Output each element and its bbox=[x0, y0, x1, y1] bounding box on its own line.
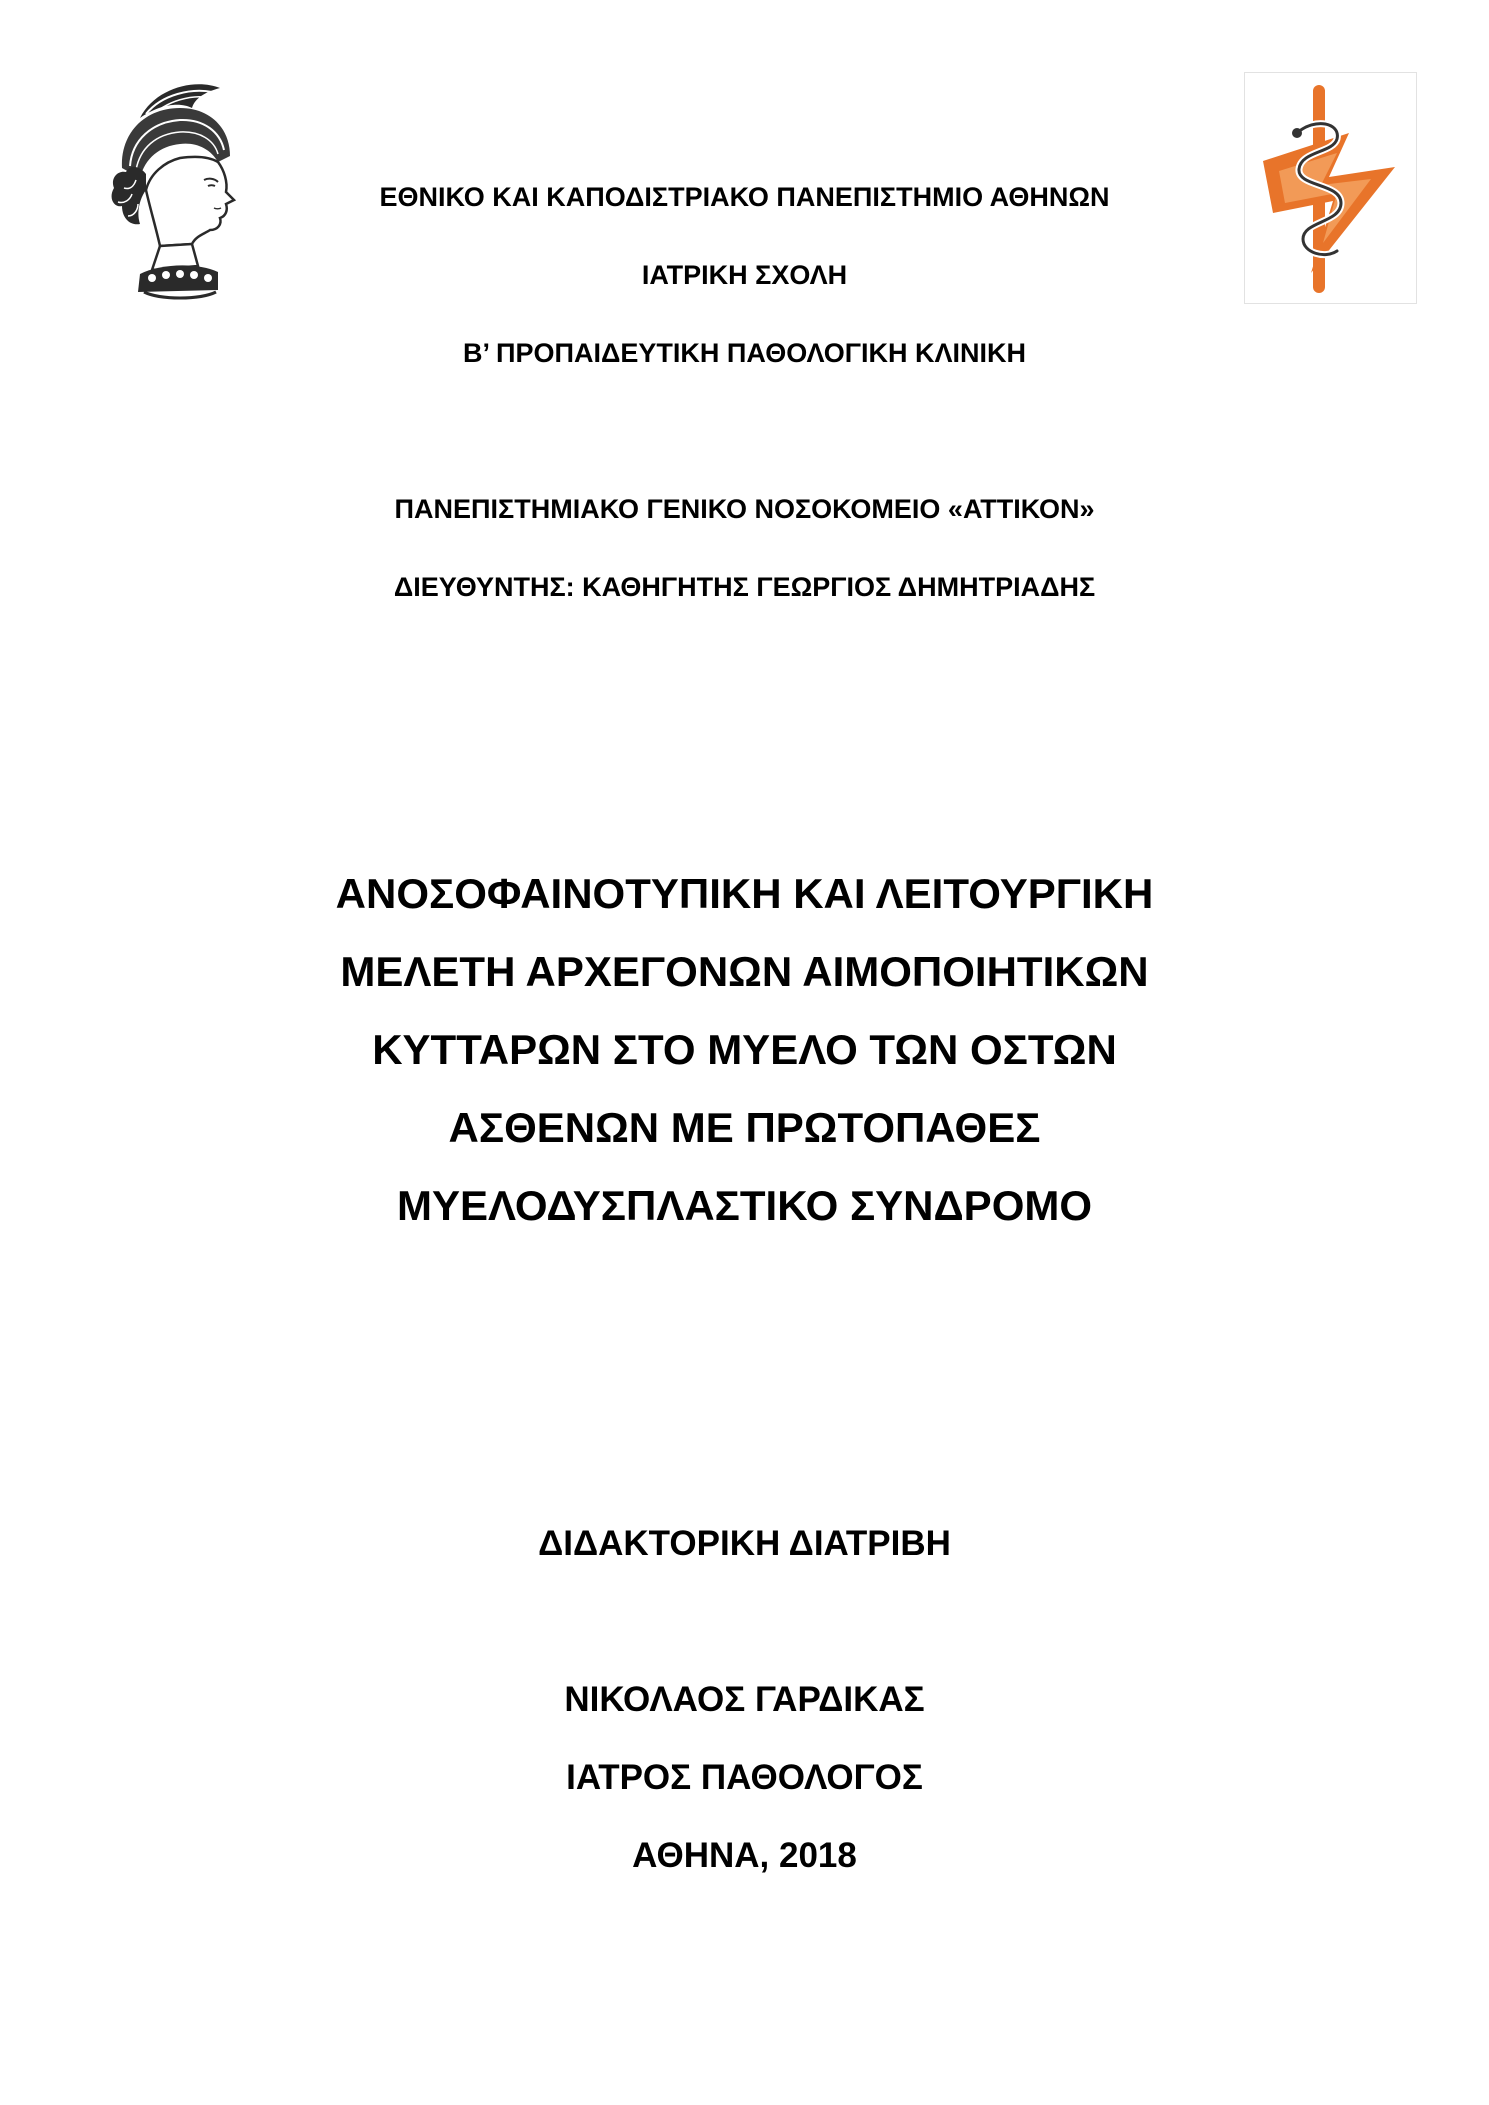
university-name: ΕΘΝΙΚΟ ΚΑΙ ΚΑΠΟΔΙΣΤΡΙΑΚΟ ΠΑΝΕΠΙΣΤΗΜΙΟ ΑΘΗΝΩΝ bbox=[379, 182, 1110, 212]
title-line: ΜΕΛΕΤΗ ΑΡΧΕΓΟΝΩΝ ΑΙΜΟΠΟΙΗΤΙΚΩΝ bbox=[340, 948, 1149, 995]
director-line: ΔΙΕΥΘΥΝΤΗΣ: ΚΑΘΗΓΗΤΗΣ ΓΕΩΡΓΙΟΣ ΔΗΜΗΤΡΙΑΔΗΣ bbox=[393, 572, 1096, 602]
title-line: ΑΣΘΕΝΩΝ ΜΕ ΠΡΩΤΟΠΑΘΕΣ bbox=[448, 1104, 1041, 1151]
title-line: ΚΥΤΤΑΡΩΝ ΣΤΟ ΜΥΕΛΟ ΤΩΝ ΟΣΤΩΝ bbox=[372, 1026, 1117, 1073]
school-name: ΙΑΤΡΙΚΗ ΣΧΟΛΗ bbox=[641, 260, 848, 290]
document-type: ΔΙΔΑΚΤΟΡΙΚΗ ΔΙΑΤΡΙΒΗ bbox=[538, 1524, 951, 1563]
clinic-name: Β’ ΠΡΟΠΑΙΔΕΥΤΙΚΗ ΠΑΘΟΛΟΓΙΚΗ ΚΛΙΝΙΚΗ bbox=[462, 338, 1026, 368]
title-line: ΜΥΕΛΟΔΥΣΠΛΑΣΤΙΚΟ ΣΥΝΔΡΟΜΟ bbox=[396, 1182, 1093, 1229]
title-line: ΑΝΟΣΟΦΑΙΝΟΤΥΠΙΚΗ ΚΑΙ ΛΕΙΤΟΥΡΓΙΚΗ bbox=[335, 870, 1154, 917]
place-year: ΑΘΗΝΑ, 2018 bbox=[632, 1836, 857, 1875]
hospital-name: ΠΑΝΕΠΙΣΤΗΜΙΑΚΟ ΓΕΝΙΚΟ ΝΟΣΟΚΟΜΕΙΟ «ΑΤΤΙΚΟΝ» bbox=[394, 494, 1095, 524]
author-name: ΝΙΚΟΛΑΟΣ ΓΑΡΔΙΚΑΣ bbox=[564, 1680, 925, 1719]
author-profession: ΙΑΤΡΟΣ ΠΑΘΟΛΟΓΟΣ bbox=[566, 1758, 923, 1797]
